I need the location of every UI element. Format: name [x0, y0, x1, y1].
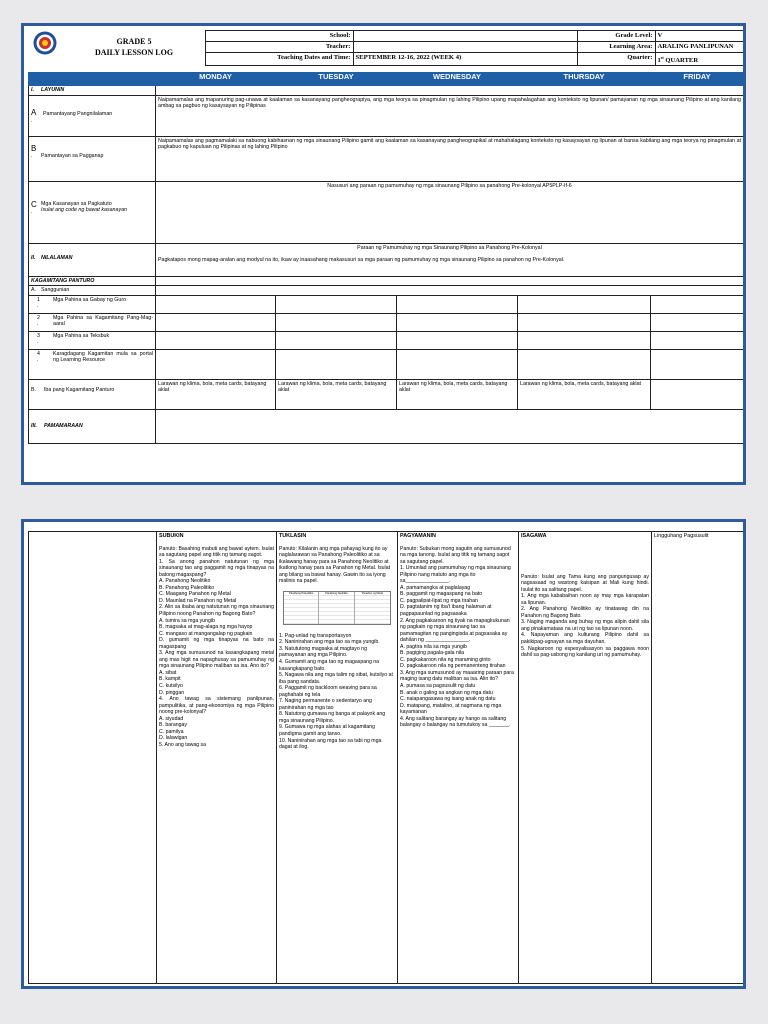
lesson-log-page-1	[21, 23, 746, 485]
school-value	[353, 31, 577, 42]
subukin-line: D. gumamit ng mga tinapyas na bato na magaspang	[159, 637, 274, 650]
teacher-label: Teacher:	[205, 42, 353, 53]
tuklasin-line: 8. Natutong gumawa ng banga at palayok ang mga sinaunang Pilipino.	[279, 711, 386, 724]
pagyamanin-line: D. pagkakaroon nila ng permanenteng tirahan	[400, 663, 506, 670]
isagawa-line: 2. Ang Panahong Neolitiko ay tinatawag din na Panahon ng Bagong Bato.	[521, 606, 649, 619]
subukin-line: 3. Ang mga sumusunod na kasangkapang metal ang mas higit na napaghusay sa pamumuhay ng mga sinaunang Pilipino maliban sa isa. Ano ito?	[159, 650, 274, 670]
resource-row-label	[29, 349, 156, 379]
pagyamanin-line: C. naiapangasawa ng isang anak ng datu	[400, 696, 496, 703]
day-tuesday: TUESDAY	[276, 73, 397, 86]
grade-level-value: V	[655, 31, 743, 42]
resource-label: Mga Pahina sa Kagamitang Pang-Mag-aaral	[53, 314, 153, 328]
subukin-line: D. pinggan	[159, 689, 185, 696]
section-c-sublabel: Isulat ang code ng bawat kasanayan	[41, 207, 127, 214]
quarter-suffix: st	[660, 55, 664, 60]
tuklasin-answer-table	[283, 591, 391, 625]
layunin-heading-num: I.	[31, 87, 34, 93]
subukin-line: A. Panahong Neolitiko	[159, 578, 211, 585]
tuklasin-col-2	[319, 592, 354, 624]
tuklasin-col-1-header: Panahong Paleolitiko	[284, 592, 318, 595]
resource-row-label	[29, 313, 156, 331]
subukin-line: C. kutsilyo	[159, 683, 183, 690]
subukin-line: B. Panahong Paleolitiko	[159, 584, 215, 591]
quarter-value	[655, 53, 743, 66]
pagyamanin-line: A. pagtira nila sa mga yungib	[400, 643, 467, 650]
tuklasin-line: 3. Natututong magsaka at magtayo ng pamayanan ang mga Pilipino.	[279, 645, 367, 659]
pamantayan-sa-pagganap-label	[29, 136, 156, 181]
tuklasin-instructions: Panuto: Kilalanin ang mga pahayag kung ito ay naglalarawan sa Panahong Paleolitiko at sa ikalawang hanay para sa Panahong Neolitiko at ikatlong hanay para sa Panahon ng Metal. Isulat ang bilang sa bawat hanay. Gawin ito sa iyong malinis na papel.	[279, 545, 391, 585]
kagamitan-heading: KAGAMITANG PANTURO	[29, 276, 156, 286]
tuklasin-line: 5. Nagawa nila ang mga talim ng sibat, kutsilyo at iba pang sandata.	[279, 672, 393, 685]
subukin-list	[159, 546, 274, 749]
isagawa-line: 1. Ang mga kababaihan noon ay may mga karapatan sa lipunan.	[521, 593, 649, 606]
isagawa-line: 4. Napayaman ang kulturang Pilipino dahil sa pakikipag-ugnayan sa mga dayuhan.	[521, 632, 649, 646]
tuklasin-column	[277, 532, 398, 984]
section-a-label: Pamantayang Pangnilalaman	[43, 110, 113, 117]
isagawa-line: 5. Nagkaroon ng espesyalisasyon sa paggawa noon dahil sa pag-usbong ng kanilang uri ng pamumuhay.	[521, 645, 649, 659]
sanggunian-text: Sanggunian	[41, 287, 70, 294]
isagawa-column	[519, 532, 652, 984]
pagyamanin-list	[400, 546, 516, 729]
subukin-line: 4. Ano tawag sa sistemang panlipunan, pampulitika, at pang-ekonomiya ng mga Pilipino noong pre-kolonyal?	[159, 696, 274, 716]
resource-num: 3	[37, 332, 40, 339]
sanggunian-letter: A.	[31, 287, 37, 294]
learning-area-label: Learning Area:	[577, 42, 655, 53]
resource-label: Mga Pahina sa Teksbuk	[53, 332, 110, 339]
pagyamanin-line: B. pagiging pagala-gala nila	[400, 650, 465, 657]
tuklasin-col-2-header: Panahong Neolitiko	[319, 592, 353, 595]
pagyamanin-line: B. anak o galing sa angkan ng mga datu	[400, 689, 493, 696]
tuklasin-list	[279, 633, 395, 751]
resource-row-label	[29, 295, 156, 313]
quarter-word: QUARTER	[665, 57, 699, 65]
pagyamanin-line: 4. Ang salitang barangay ay hango sa salitang balangay o balangay na tumutukoy sa _______.	[400, 715, 511, 729]
isagawa-line: Panuto: Isulat ang Tama kung ang pangungusap ay nagsasaad ng wastong kaisipan at Mali kung hindi. Isulat ito sa salitang papel.	[521, 573, 649, 593]
kagamitan-monday: Larawan ng klima, bola, meta cards, batayang aklat	[156, 379, 276, 409]
pamantayang-pangnilalaman-text: Naipamamalas ang mapanuring pag-unawa at kaalaman sa kasanayang pangheograpiya, ang mga teorya sa pinagmulan ng lahing Pilipino upang mapahalagahan ang konteksto ng lipunan/ pamayanan ng mga sinaunang Pilipino at ang kanilang ambag sa pagbuo ng kasaysayan ng Pilipinas	[156, 95, 744, 136]
pagyamanin-line: B. paggamit ng magaspang na bato	[400, 591, 483, 598]
day-header-row	[29, 73, 744, 86]
mga-kasanayan-text: Nasusuri ang paraan ng pamumuhay ng mga sinaunang Pilipino sa panahong Pre-kolonyal AP5PLP-If-6	[156, 181, 744, 243]
day-friday: FRIDAY	[651, 73, 744, 86]
tuklasin-line: 4. Gumamit ang mga tao ng magaspang na kasangkapang bato.	[279, 659, 380, 672]
tuklasin-col-3	[355, 592, 390, 624]
isagawa-line: 3. Naging maganda ang buhay ng mga alipin dahil sila ang pinakamataas na uri ng tao sa lipunan noon.	[521, 619, 649, 632]
tuklasin-line: 2. Naninirahan ang mga tao sa mga yungib.	[279, 639, 380, 646]
subukin-line: C. Maagang Panahon ng Metal	[159, 591, 231, 598]
dates-label: Teaching Dates and Time:	[205, 53, 353, 66]
subukin-line: 2. Alin sa ibaba ang natutunan ng mga sinaunang Pilipino noong Panahon ng Bagong Bato?	[159, 604, 274, 618]
nilalaman-text	[156, 243, 744, 276]
layunin-heading-label: LAYUNIN	[41, 87, 65, 93]
section-c-letter: C	[31, 199, 37, 209]
resource-num: 4	[37, 350, 40, 357]
subukin-line: B. magsaka at mag-alaga ng mga hayop	[159, 624, 253, 631]
pamantayan-sa-pagganap-text: Naipamamalas ang pagmamalaki sa nabuong kabihasnan ng mga sinaunang Pilipino gamit ang kaalaman sa kasanayang pangheograpikal at mahahalagang konteksto ng kasaysayan ng lipunan at bansa kabilang ang mga teorya ng pinagmulan at pagkabuo ng kapuluan ng Pilipinas at ng lahing Pilipino	[156, 136, 744, 181]
section-c-dot: .	[31, 208, 33, 215]
learning-area-value: ARALING PANLIPUNAN	[655, 42, 743, 53]
grade-level-label: Grade Level:	[577, 31, 655, 42]
layunin-heading	[29, 86, 156, 96]
subukin-line: 5. Ano ang tawag sa	[159, 741, 207, 748]
pagyamanin-line: C. pagpalipat-lipat ng mga tirahan	[400, 597, 478, 604]
lesson-plan-table	[28, 72, 744, 444]
pagyamanin-line: D. pagtatanim ng iba't ibang halaman at pagpapaunlad ng pagsasaka	[400, 604, 492, 618]
tuklasin-line: 6. Paggamit ng backloom weaving para sa paghahabi ng tela	[279, 685, 377, 698]
day-monday: MONDAY	[156, 73, 276, 86]
resource-label: Karagdagang Kagamitan mula sa portal ng Learning Resource	[53, 350, 153, 364]
resource-dot: .	[37, 339, 39, 346]
section-b-dot: .	[31, 152, 33, 159]
tuklasin-line: 1. Pag-unlad ng transportasyon	[279, 632, 352, 639]
resource-num: 2	[37, 314, 40, 321]
resource-label: Mga Pahina sa Gabay ng Guro	[53, 296, 127, 303]
nilalaman-heading	[29, 243, 156, 276]
iba-pang-kagamitan-letter: B.	[31, 386, 37, 393]
pamamaraan-heading-num: III.	[31, 422, 37, 429]
section-a-dot: .	[31, 117, 33, 124]
lingguhan-heading: Lingguhang Pagsusulit	[654, 533, 709, 539]
pamamaraan-heading	[29, 409, 156, 443]
tuklasin-heading: TUKLASIN	[279, 533, 307, 539]
section-c-label: Mga Kasanayan sa Pagkatuto	[41, 200, 112, 207]
quarter-number: 1	[657, 57, 661, 65]
subukin-line: C. pamilya	[159, 728, 184, 735]
section-b-letter: B	[31, 143, 37, 153]
iba-pang-kagamitan-label	[29, 379, 156, 409]
subukin-line: A. tumira sa mga yungib	[159, 617, 215, 624]
pagyamanin-line: A. pumasa sa pagsusulit ng datu	[400, 683, 476, 690]
nilalaman-heading-label: NILALAMAN	[41, 254, 73, 261]
nilalaman-heading-num: II.	[31, 254, 36, 261]
pamamaraan-heading-label: PAMAMARAAN	[43, 422, 83, 429]
tuklasin-line: 7. Naging permanente o sedentaryo ang paninirahan ng mga tao	[279, 698, 372, 711]
tuklasin-line: 10. Naninirahan ang mga tao sa tabi ng mga dagat at ilog.	[279, 737, 382, 751]
subukin-line: A. siyudad	[159, 715, 184, 722]
header-table	[28, 30, 744, 66]
subukin-column	[157, 532, 277, 984]
pagyamanin-line: C. pagkakaroon nila ng maraming ginto	[400, 656, 491, 663]
subukin-line: Panuto: Basahing mabuti ang bawat aytem. Isulat sa sagutang papel ang titik ng tamang sagot.	[159, 545, 274, 559]
grade-title: GRADE 5	[116, 37, 152, 46]
resource-dot: .	[37, 357, 39, 364]
pamantayang-pangnilalaman-label	[29, 95, 156, 136]
kagamitan-wednesday: Larawan ng klima, bola, meta cards, batayang aklat	[397, 379, 518, 409]
lesson-log-page-2	[21, 519, 746, 989]
subukin-line: D. Maunlad na Panahon ng Metal	[159, 597, 237, 604]
section-a-letter: A	[31, 107, 37, 117]
subukin-heading: SUBUKIN	[159, 533, 184, 539]
resource-dot: .	[37, 303, 39, 310]
pagyamanin-column	[398, 532, 519, 984]
resource-num: 1	[37, 296, 40, 303]
day-thursday: THURSDAY	[518, 73, 651, 86]
pagyamanin-line: 3. Ang mga sumusunod ay maaaring paraan para maging isang datu maliban sa isa. Alin ito?	[400, 669, 514, 683]
quarter-label: Quarter:	[577, 53, 655, 66]
subukin-line: B. barangay	[159, 722, 187, 729]
subukin-line: B. kampit	[159, 676, 181, 683]
tuklasin-line: 9. Gumawa ng mga alahas at kagamitang pandigma gamit ang tanso.	[279, 724, 376, 738]
isagawa-heading: ISAGAWA	[521, 533, 547, 539]
pagyamanin-line: Panuto: Subukan mong sagutin ang sumusunod na mga tanong. Isulat ang titik ng tamang sagot sa sagutang papel.	[400, 545, 511, 565]
subukin-line: C. mangaso at mangangalap ng pagkain	[159, 630, 253, 637]
dates-value: SEPTEMBER 12-16, 2022 (WEEK 4)	[353, 53, 577, 66]
resource-dot: .	[37, 321, 39, 328]
pagyamanin-line: A. pamamangka at paglalayag	[400, 584, 471, 591]
procedure-table	[28, 531, 745, 984]
sanggunian-label	[29, 286, 156, 296]
tuklasin-col-1	[284, 592, 319, 624]
pagyamanin-line: 1. Umunlad ang pamumuhay ng mga sinaunang Pilipino nang matuto ang mga ito sa_______________.	[400, 565, 511, 585]
teacher-value	[353, 42, 577, 53]
iba-pang-kagamitan-text: Iba pang Kagamitang Panturo	[43, 386, 115, 393]
daily-lesson-log-title: DAILY LESSON LOG	[94, 48, 174, 57]
subukin-line: D. lalawigan	[159, 735, 188, 742]
nilalaman-title: Paraan ng Pamumuhay ng mga Sinaunang Pilipino sa Panahong Pre-Kolonyal	[357, 244, 542, 251]
subukin-line: A. sibat	[159, 669, 177, 676]
pagyamanin-heading: PAGYAMANIN	[400, 533, 436, 539]
school-label: School:	[205, 31, 353, 42]
pagyamanin-line: D. matapang, matalino, at nagmana ng mga kayamanan	[400, 702, 502, 716]
kagamitan-tuesday: Larawan ng klima, bola, meta cards, batayang aklat	[276, 379, 397, 409]
subukin-line: 1. Sa anong panahon natutunan ng mga sinaunang tao ang paggamit ng mga tinapyas na batong magaspang?	[159, 558, 274, 578]
section-b-label: Pamantayan sa Pagganap	[41, 152, 104, 159]
tuklasin-col-3-header: Panahon ng Metal	[355, 592, 390, 595]
resource-row-label	[29, 331, 156, 349]
mga-kasanayan-label	[29, 181, 156, 243]
nilalaman-description: Pagkatapos mong mapag-aralan ang modyul na ito, ikaw ay inaasahang makasusuri sa mga paraan ng pamumuhay ng mga sinaunang Pilipino sa panahon ng Pre-Kolonyal.	[158, 257, 565, 264]
pagyamanin-line: 2. Ang pagkakaroon ng tiyak na mapagkukunan ng pagkain ng mga sinaunang tao sa pamamagitan ng pangingisda at pagsasaka ay dahilan ng _______________.	[400, 617, 510, 644]
lingguhan-column	[652, 532, 745, 984]
isagawa-list	[521, 574, 649, 659]
kagamitan-thursday: Larawan ng klima, bola, meta cards, batayang aklat	[518, 379, 651, 409]
day-wednesday: WEDNESDAY	[397, 73, 518, 86]
